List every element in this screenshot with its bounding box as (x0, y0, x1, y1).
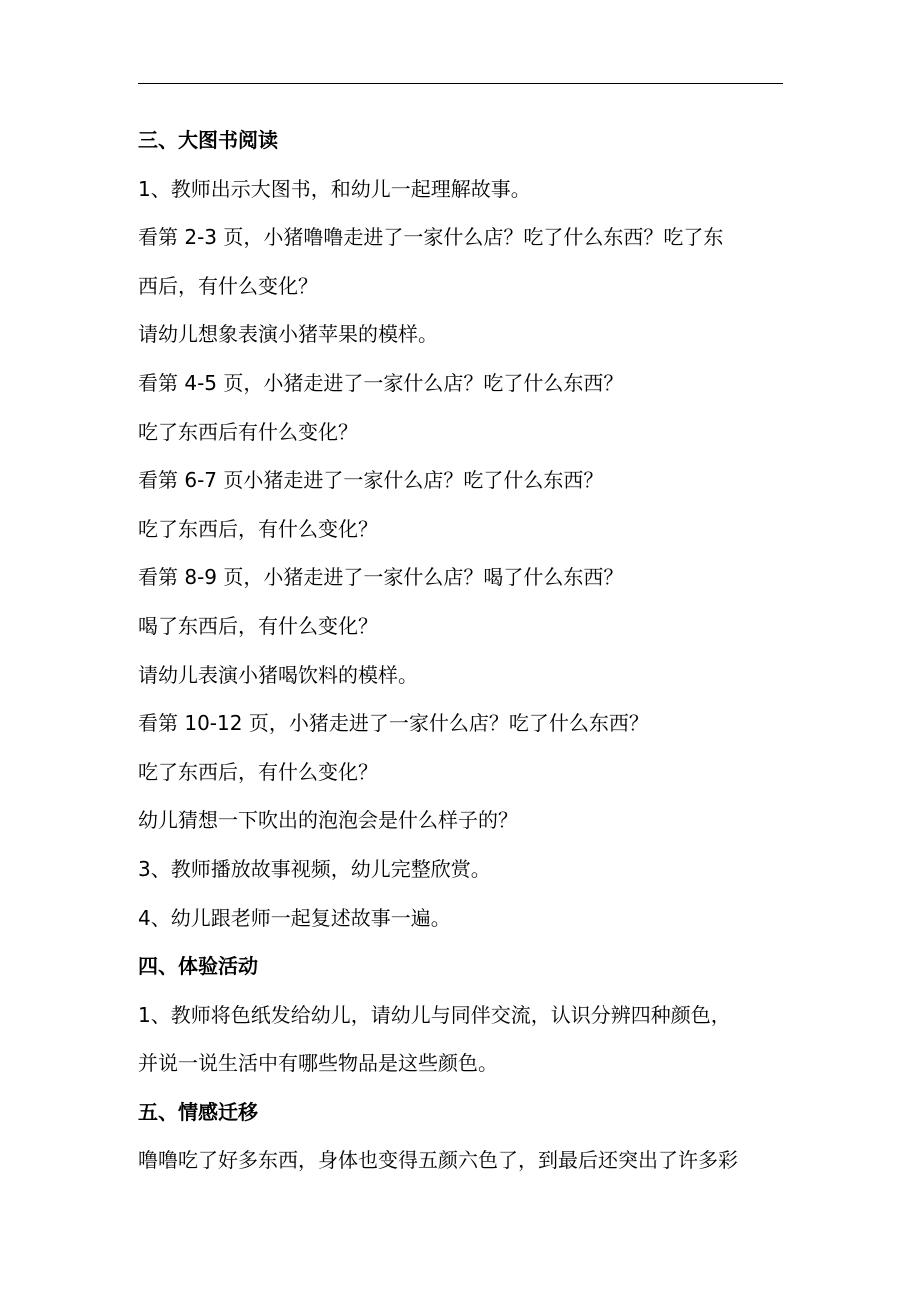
section-heading-18: 四、体验活动 (138, 954, 258, 979)
line-7: 吃了东西后有什么变化？ (138, 419, 358, 444)
line-12: 请幼儿表演小猪喝饮料的模样。 (138, 662, 418, 687)
line-17: 4、幼儿跟老师一起复述故事一遍。 (138, 905, 451, 930)
line-19: 1、教师将色纸发给幼儿，请幼儿与同伴交流，认识分辨四种颜色， (138, 1002, 731, 1027)
line-11: 喝了东西后，有什么变化？ (138, 613, 378, 638)
line-2: 1、教师出示大图书，和幼儿一起理解故事。 (138, 176, 531, 201)
header-rule (138, 83, 783, 84)
line-15: 幼儿猜想一下吹出的泡泡会是什么样子的？ (138, 808, 518, 833)
document-body (138, 116, 788, 1185)
line-5: 请幼儿想象表演小猪苹果的模样。 (138, 322, 438, 347)
line-14: 吃了东西后，有什么变化？ (138, 759, 378, 784)
line-13: 看第 10-12 页，小猪走进了一家什么店？吃了什么东西？ (138, 711, 649, 736)
line-22: 噜噜吃了好多东西，身体也变得五颜六色了，到最后还突出了许多彩 (138, 1148, 738, 1173)
line-20: 并说一说生活中有哪些物品是这些颜色。 (138, 1051, 498, 1076)
line-6: 看第 4-5 页，小猪走进了一家什么店？吃了什么东西？ (138, 370, 624, 395)
line-16: 3、教师播放故事视频，幼儿完整欣赏。 (138, 856, 491, 881)
line-8: 看第 6-7 页小猪走进了一家什么店？吃了什么东西？ (138, 468, 604, 493)
line-4: 西后，有什么变化？ (138, 273, 318, 298)
line-10: 看第 8-9 页，小猪走进了一家什么店？喝了什么东西？ (138, 565, 624, 590)
line-9: 吃了东西后，有什么变化？ (138, 516, 378, 541)
section-heading-21: 五、情感迁移 (138, 1099, 258, 1124)
section-heading-1: 三、大图书阅读 (138, 128, 278, 152)
line-3: 看第 2-3 页，小猪噜噜走进了一家什么店？吃了什么东西？吃了东 (138, 225, 724, 250)
